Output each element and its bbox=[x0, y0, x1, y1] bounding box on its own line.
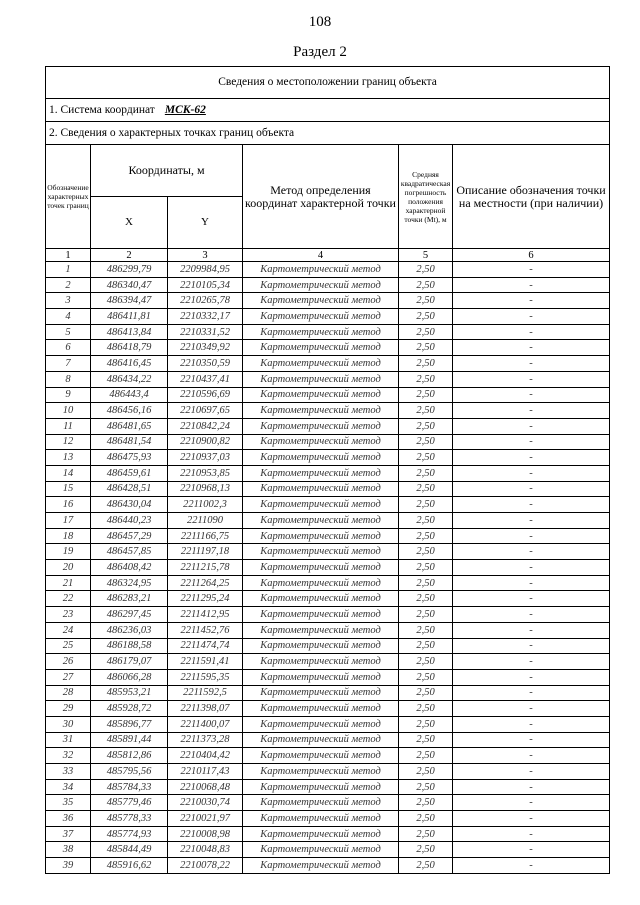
description-cell: - bbox=[453, 418, 610, 434]
description-cell: - bbox=[453, 403, 610, 419]
error-cell: 2,50 bbox=[399, 403, 453, 419]
description-cell: - bbox=[453, 669, 610, 685]
table-row bbox=[46, 591, 610, 607]
error-cell: 2,50 bbox=[399, 748, 453, 764]
coord-x: 485896,77 bbox=[91, 716, 168, 732]
coord-x: 486324,95 bbox=[91, 575, 168, 591]
method-cell: Картометрический метод bbox=[243, 858, 399, 874]
coord-y: 2211591,41 bbox=[168, 654, 243, 670]
error-cell: 2,50 bbox=[399, 528, 453, 544]
coord-x: 486475,93 bbox=[91, 450, 168, 466]
error-cell: 2,50 bbox=[399, 607, 453, 623]
error-cell: 2,50 bbox=[399, 356, 453, 372]
table-row bbox=[46, 779, 610, 795]
table-title-row bbox=[46, 67, 610, 99]
error-cell: 2,50 bbox=[399, 826, 453, 842]
coord-x: 485928,72 bbox=[91, 701, 168, 717]
point-number: 18 bbox=[46, 528, 91, 544]
coord-y: 2211002,3 bbox=[168, 497, 243, 513]
coord-y: 2211090 bbox=[168, 513, 243, 529]
method-cell: Картометрический метод bbox=[243, 356, 399, 372]
point-number: 21 bbox=[46, 575, 91, 591]
table-row bbox=[46, 387, 610, 403]
column-number: 2 bbox=[91, 249, 168, 262]
description-cell: - bbox=[453, 309, 610, 325]
coord-x: 485795,56 bbox=[91, 764, 168, 780]
coord-y: 2210078,22 bbox=[168, 858, 243, 874]
error-cell: 2,50 bbox=[399, 324, 453, 340]
header-x: X bbox=[91, 197, 168, 249]
point-number: 33 bbox=[46, 764, 91, 780]
method-cell: Картометрический метод bbox=[243, 826, 399, 842]
table-row bbox=[46, 826, 610, 842]
description-cell: - bbox=[453, 638, 610, 654]
point-number: 28 bbox=[46, 685, 91, 701]
error-cell: 2,50 bbox=[399, 309, 453, 325]
table-row bbox=[46, 340, 610, 356]
description-cell: - bbox=[453, 450, 610, 466]
coord-y: 2211474,74 bbox=[168, 638, 243, 654]
coord-y: 2210030,74 bbox=[168, 795, 243, 811]
coord-y: 2210953,85 bbox=[168, 465, 243, 481]
error-cell: 2,50 bbox=[399, 387, 453, 403]
table-row bbox=[46, 716, 610, 732]
method-cell: Картометрический метод bbox=[243, 795, 399, 811]
boundary-points-table bbox=[45, 66, 610, 874]
method-cell: Картометрический метод bbox=[243, 764, 399, 780]
description-cell: - bbox=[453, 748, 610, 764]
table-row bbox=[46, 622, 610, 638]
point-number: 9 bbox=[46, 387, 91, 403]
table-row bbox=[46, 293, 610, 309]
coord-y: 2211595,35 bbox=[168, 669, 243, 685]
coord-x: 486481,54 bbox=[91, 434, 168, 450]
method-cell: Картометрический метод bbox=[243, 371, 399, 387]
header-y: Y bbox=[168, 197, 243, 249]
point-number: 35 bbox=[46, 795, 91, 811]
table-row bbox=[46, 748, 610, 764]
description-cell: - bbox=[453, 434, 610, 450]
header-method: Метод определения координат характерной точки bbox=[243, 145, 399, 249]
point-number: 17 bbox=[46, 513, 91, 529]
header-error: Средняя квадратическая погрешность положения характерной точки (Mt), м bbox=[399, 145, 453, 249]
table-row bbox=[46, 685, 610, 701]
point-number: 30 bbox=[46, 716, 91, 732]
point-number: 3 bbox=[46, 293, 91, 309]
coord-x: 486440,23 bbox=[91, 513, 168, 529]
table-row bbox=[46, 701, 610, 717]
coord-x: 486481,65 bbox=[91, 418, 168, 434]
coord-y: 2210117,43 bbox=[168, 764, 243, 780]
header-coordinates: Координаты, м bbox=[91, 145, 243, 197]
table-row bbox=[46, 356, 610, 372]
method-cell: Картометрический метод bbox=[243, 654, 399, 670]
coord-y: 2210350,59 bbox=[168, 356, 243, 372]
method-cell: Картометрический метод bbox=[243, 262, 399, 278]
point-number: 20 bbox=[46, 560, 91, 576]
coord-x: 486188,58 bbox=[91, 638, 168, 654]
header-designation: Обозначение характерных точек границ bbox=[46, 145, 91, 249]
description-cell: - bbox=[453, 277, 610, 293]
description-cell: - bbox=[453, 560, 610, 576]
error-cell: 2,50 bbox=[399, 669, 453, 685]
point-number: 15 bbox=[46, 481, 91, 497]
coord-x: 485778,33 bbox=[91, 811, 168, 827]
description-cell: - bbox=[453, 654, 610, 670]
table-row bbox=[46, 858, 610, 874]
table-row bbox=[46, 418, 610, 434]
description-cell: - bbox=[453, 826, 610, 842]
coord-y: 2211400,07 bbox=[168, 716, 243, 732]
coord-x: 485774,93 bbox=[91, 826, 168, 842]
description-cell: - bbox=[453, 293, 610, 309]
coord-y: 2210842,24 bbox=[168, 418, 243, 434]
method-cell: Картометрический метод bbox=[243, 748, 399, 764]
coord-y: 2211295,24 bbox=[168, 591, 243, 607]
method-cell: Картометрический метод bbox=[243, 575, 399, 591]
error-cell: 2,50 bbox=[399, 575, 453, 591]
coord-y: 2210265,78 bbox=[168, 293, 243, 309]
column-number: 6 bbox=[453, 249, 610, 262]
error-cell: 2,50 bbox=[399, 622, 453, 638]
table-row bbox=[46, 842, 610, 858]
coord-y: 2210021,97 bbox=[168, 811, 243, 827]
point-number: 25 bbox=[46, 638, 91, 654]
description-cell: - bbox=[453, 591, 610, 607]
coord-y: 2211592,5 bbox=[168, 685, 243, 701]
table-row bbox=[46, 465, 610, 481]
point-number: 24 bbox=[46, 622, 91, 638]
point-number: 39 bbox=[46, 858, 91, 874]
column-number: 3 bbox=[168, 249, 243, 262]
description-cell: - bbox=[453, 842, 610, 858]
method-cell: Картометрический метод bbox=[243, 607, 399, 623]
point-number: 12 bbox=[46, 434, 91, 450]
coord-x: 486066,28 bbox=[91, 669, 168, 685]
coord-x: 485916,62 bbox=[91, 858, 168, 874]
point-number: 5 bbox=[46, 324, 91, 340]
error-cell: 2,50 bbox=[399, 293, 453, 309]
method-cell: Картометрический метод bbox=[243, 622, 399, 638]
method-cell: Картометрический метод bbox=[243, 450, 399, 466]
table-row bbox=[46, 403, 610, 419]
error-cell: 2,50 bbox=[399, 371, 453, 387]
error-cell: 2,50 bbox=[399, 560, 453, 576]
coord-y: 2211166,75 bbox=[168, 528, 243, 544]
point-number: 22 bbox=[46, 591, 91, 607]
method-cell: Картометрический метод bbox=[243, 403, 399, 419]
point-number: 4 bbox=[46, 309, 91, 325]
coord-y: 2211215,78 bbox=[168, 560, 243, 576]
point-number: 7 bbox=[46, 356, 91, 372]
description-cell: - bbox=[453, 764, 610, 780]
method-cell: Картометрический метод bbox=[243, 387, 399, 403]
table-row bbox=[46, 371, 610, 387]
table-row bbox=[46, 528, 610, 544]
error-cell: 2,50 bbox=[399, 513, 453, 529]
coord-x: 486408,42 bbox=[91, 560, 168, 576]
point-number: 14 bbox=[46, 465, 91, 481]
coord-y: 2210404,42 bbox=[168, 748, 243, 764]
method-cell: Картометрический метод bbox=[243, 465, 399, 481]
error-cell: 2,50 bbox=[399, 591, 453, 607]
method-cell: Картометрический метод bbox=[243, 277, 399, 293]
description-cell: - bbox=[453, 622, 610, 638]
description-cell: - bbox=[453, 795, 610, 811]
coord-y: 2211398,07 bbox=[168, 701, 243, 717]
error-cell: 2,50 bbox=[399, 262, 453, 278]
method-cell: Картометрический метод bbox=[243, 324, 399, 340]
coord-y: 2211452,76 bbox=[168, 622, 243, 638]
point-number: 2 bbox=[46, 277, 91, 293]
point-number: 34 bbox=[46, 779, 91, 795]
point-number: 1 bbox=[46, 262, 91, 278]
coord-x: 485784,33 bbox=[91, 779, 168, 795]
description-cell: - bbox=[453, 607, 610, 623]
method-cell: Картометрический метод bbox=[243, 779, 399, 795]
table-row bbox=[46, 575, 610, 591]
method-cell: Картометрический метод bbox=[243, 340, 399, 356]
method-cell: Картометрический метод bbox=[243, 560, 399, 576]
table-row bbox=[46, 309, 610, 325]
coord-y: 2210596,69 bbox=[168, 387, 243, 403]
table-row bbox=[46, 324, 610, 340]
coord-x: 486394,47 bbox=[91, 293, 168, 309]
point-number: 29 bbox=[46, 701, 91, 717]
description-cell: - bbox=[453, 575, 610, 591]
coord-x: 486413,84 bbox=[91, 324, 168, 340]
description-cell: - bbox=[453, 811, 610, 827]
coord-y: 2209984,95 bbox=[168, 262, 243, 278]
coord-x: 486283,21 bbox=[91, 591, 168, 607]
method-cell: Картометрический метод bbox=[243, 434, 399, 450]
point-number: 10 bbox=[46, 403, 91, 419]
point-number: 38 bbox=[46, 842, 91, 858]
coord-y: 2210048,83 bbox=[168, 842, 243, 858]
coord-x: 486340,47 bbox=[91, 277, 168, 293]
error-cell: 2,50 bbox=[399, 277, 453, 293]
method-cell: Картометрический метод bbox=[243, 591, 399, 607]
point-number: 11 bbox=[46, 418, 91, 434]
error-cell: 2,50 bbox=[399, 701, 453, 717]
coord-x: 486457,29 bbox=[91, 528, 168, 544]
page-number: 108 bbox=[308, 14, 332, 30]
coord-y: 2210937,03 bbox=[168, 450, 243, 466]
table-row bbox=[46, 277, 610, 293]
error-cell: 2,50 bbox=[399, 638, 453, 654]
method-cell: Картометрический метод bbox=[243, 309, 399, 325]
coord-x: 486428,51 bbox=[91, 481, 168, 497]
method-cell: Картометрический метод bbox=[243, 685, 399, 701]
table-row bbox=[46, 811, 610, 827]
method-cell: Картометрический метод bbox=[243, 497, 399, 513]
coordinate-system-value: МСК-62 bbox=[164, 103, 206, 116]
point-number: 6 bbox=[46, 340, 91, 356]
error-cell: 2,50 bbox=[399, 465, 453, 481]
coord-y: 2210332,17 bbox=[168, 309, 243, 325]
description-cell: - bbox=[453, 528, 610, 544]
header-description: Описание обозначения точки на местности (при наличии) bbox=[453, 145, 610, 249]
description-cell: - bbox=[453, 732, 610, 748]
description-cell: - bbox=[453, 340, 610, 356]
point-number: 32 bbox=[46, 748, 91, 764]
coordinate-system-row bbox=[46, 99, 610, 122]
error-cell: 2,50 bbox=[399, 450, 453, 466]
error-cell: 2,50 bbox=[399, 764, 453, 780]
description-cell: - bbox=[453, 716, 610, 732]
description-cell: - bbox=[453, 779, 610, 795]
point-number: 36 bbox=[46, 811, 91, 827]
method-cell: Картометрический метод bbox=[243, 638, 399, 654]
points-heading-row bbox=[46, 122, 610, 145]
section-title: Раздел 2 bbox=[293, 44, 347, 60]
table-row bbox=[46, 262, 610, 278]
description-cell: - bbox=[453, 701, 610, 717]
point-number: 27 bbox=[46, 669, 91, 685]
coord-y: 2210349,92 bbox=[168, 340, 243, 356]
method-cell: Картометрический метод bbox=[243, 701, 399, 717]
coord-y: 2210068,48 bbox=[168, 779, 243, 795]
table-row bbox=[46, 434, 610, 450]
table-row bbox=[46, 560, 610, 576]
method-cell: Картометрический метод bbox=[243, 293, 399, 309]
table-row bbox=[46, 669, 610, 685]
coord-x: 486236,03 bbox=[91, 622, 168, 638]
error-cell: 2,50 bbox=[399, 544, 453, 560]
coord-y: 2210697,65 bbox=[168, 403, 243, 419]
table-title: Сведения о местоположении границ объекта bbox=[46, 67, 610, 99]
table-row bbox=[46, 638, 610, 654]
error-cell: 2,50 bbox=[399, 716, 453, 732]
description-cell: - bbox=[453, 324, 610, 340]
error-cell: 2,50 bbox=[399, 779, 453, 795]
table-row bbox=[46, 497, 610, 513]
table-row bbox=[46, 513, 610, 529]
table-row bbox=[46, 764, 610, 780]
error-cell: 2,50 bbox=[399, 685, 453, 701]
error-cell: 2,50 bbox=[399, 654, 453, 670]
error-cell: 2,50 bbox=[399, 842, 453, 858]
error-cell: 2,50 bbox=[399, 858, 453, 874]
error-cell: 2,50 bbox=[399, 795, 453, 811]
table-row bbox=[46, 481, 610, 497]
table-row bbox=[46, 795, 610, 811]
column-number: 5 bbox=[399, 249, 453, 262]
coord-y: 2211197,18 bbox=[168, 544, 243, 560]
method-cell: Картометрический метод bbox=[243, 842, 399, 858]
coord-y: 2211412,95 bbox=[168, 607, 243, 623]
coord-x: 485953,21 bbox=[91, 685, 168, 701]
method-cell: Картометрический метод bbox=[243, 513, 399, 529]
error-cell: 2,50 bbox=[399, 481, 453, 497]
point-number: 13 bbox=[46, 450, 91, 466]
table-row bbox=[46, 732, 610, 748]
point-number: 16 bbox=[46, 497, 91, 513]
error-cell: 2,50 bbox=[399, 732, 453, 748]
point-number: 19 bbox=[46, 544, 91, 560]
method-cell: Картометрический метод bbox=[243, 528, 399, 544]
coord-y: 2210008,98 bbox=[168, 826, 243, 842]
method-cell: Картометрический метод bbox=[243, 481, 399, 497]
description-cell: - bbox=[453, 481, 610, 497]
coord-x: 486418,79 bbox=[91, 340, 168, 356]
description-cell: - bbox=[453, 465, 610, 481]
coordinate-system-label: 1. Система координат bbox=[49, 103, 155, 116]
method-cell: Картометрический метод bbox=[243, 732, 399, 748]
table-row bbox=[46, 544, 610, 560]
coord-x: 486434,22 bbox=[91, 371, 168, 387]
description-cell: - bbox=[453, 858, 610, 874]
point-number: 8 bbox=[46, 371, 91, 387]
coord-y: 2210968,13 bbox=[168, 481, 243, 497]
description-cell: - bbox=[453, 685, 610, 701]
coord-x: 486179,07 bbox=[91, 654, 168, 670]
points-heading: 2. Сведения о характерных точках границ объекта bbox=[46, 122, 610, 145]
method-cell: Картометрический метод bbox=[243, 669, 399, 685]
error-cell: 2,50 bbox=[399, 811, 453, 827]
coord-x: 486416,45 bbox=[91, 356, 168, 372]
coord-y: 2210437,41 bbox=[168, 371, 243, 387]
point-number: 26 bbox=[46, 654, 91, 670]
point-number: 23 bbox=[46, 607, 91, 623]
coord-x: 486299,79 bbox=[91, 262, 168, 278]
method-cell: Картометрический метод bbox=[243, 418, 399, 434]
error-cell: 2,50 bbox=[399, 340, 453, 356]
description-cell: - bbox=[453, 371, 610, 387]
coord-x: 486430,04 bbox=[91, 497, 168, 513]
point-number: 37 bbox=[46, 826, 91, 842]
description-cell: - bbox=[453, 356, 610, 372]
column-number: 1 bbox=[46, 249, 91, 262]
coord-y: 2210331,52 bbox=[168, 324, 243, 340]
description-cell: - bbox=[453, 262, 610, 278]
coord-x: 486459,61 bbox=[91, 465, 168, 481]
table-row bbox=[46, 607, 610, 623]
description-cell: - bbox=[453, 513, 610, 529]
error-cell: 2,50 bbox=[399, 497, 453, 513]
column-numbers-row bbox=[46, 249, 610, 262]
coord-x: 485891,44 bbox=[91, 732, 168, 748]
coord-x: 485812,86 bbox=[91, 748, 168, 764]
coord-x: 485844,49 bbox=[91, 842, 168, 858]
method-cell: Картометрический метод bbox=[243, 811, 399, 827]
table-row bbox=[46, 450, 610, 466]
table-row bbox=[46, 654, 610, 670]
coord-x: 486411,81 bbox=[91, 309, 168, 325]
point-number: 31 bbox=[46, 732, 91, 748]
error-cell: 2,50 bbox=[399, 418, 453, 434]
coord-y: 2210105,34 bbox=[168, 277, 243, 293]
method-cell: Картометрический метод bbox=[243, 544, 399, 560]
coord-x: 486456,16 bbox=[91, 403, 168, 419]
column-number: 4 bbox=[243, 249, 399, 262]
coord-x: 486457,85 bbox=[91, 544, 168, 560]
error-cell: 2,50 bbox=[399, 434, 453, 450]
description-cell: - bbox=[453, 387, 610, 403]
description-cell: - bbox=[453, 497, 610, 513]
coord-x: 486443,4 bbox=[91, 387, 168, 403]
coord-y: 2210900,82 bbox=[168, 434, 243, 450]
coord-x: 485779,46 bbox=[91, 795, 168, 811]
description-cell: - bbox=[453, 544, 610, 560]
coord-x: 486297,45 bbox=[91, 607, 168, 623]
coord-y: 2211373,28 bbox=[168, 732, 243, 748]
method-cell: Картометрический метод bbox=[243, 716, 399, 732]
coord-y: 2211264,25 bbox=[168, 575, 243, 591]
